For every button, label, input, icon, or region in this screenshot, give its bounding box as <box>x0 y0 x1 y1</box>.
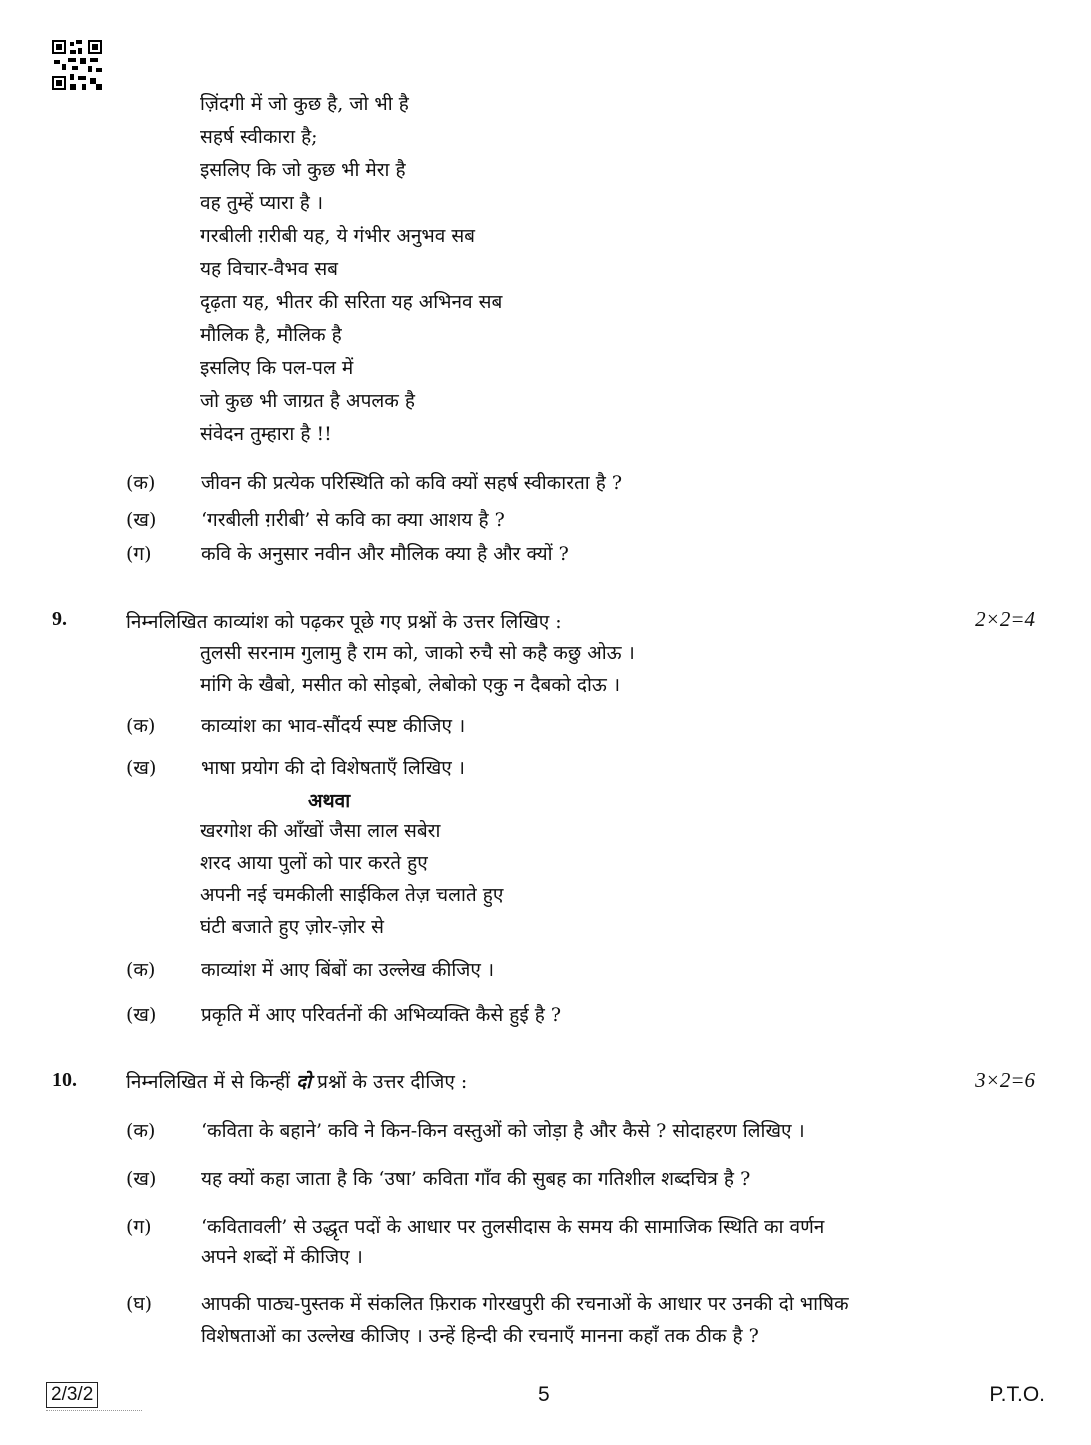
q9-verse <box>200 637 635 701</box>
sub-text: काव्यांश में आए बिंबों का उल्लेख कीजिए । <box>201 959 495 981</box>
sub-text: भाषा प्रयोग की दो विशेषताएँ लिखिए । <box>201 757 466 779</box>
q10-text-emph: दो <box>296 1071 312 1093</box>
poem-line: जो कुछ भी जाग्रत है अपलक है <box>200 390 415 412</box>
page-number: 5 <box>538 1383 550 1406</box>
sub-label: (क) <box>126 959 156 981</box>
or-heading: अथवा <box>308 790 351 812</box>
qr-code-icon <box>52 40 102 90</box>
footer-divider <box>46 1410 142 1414</box>
sub-label: (क) <box>126 715 156 737</box>
sub-text-cont: अपने शब्दों में कीजिए । <box>201 1246 363 1268</box>
sub-label: (ख) <box>126 1004 157 1026</box>
sub-text-cont: विशेषताओं का उल्लेख कीजिए । उन्हें हिन्दी की रचनाएँ मानना कहाँ तक ठीक है ? <box>201 1325 759 1347</box>
q9-text: निम्नलिखित काव्यांश को पढ़कर पूछे गए प्रश्नों के उत्तर लिखिए : <box>126 611 562 633</box>
q9-marks: 2×2=4 <box>975 607 1035 631</box>
q10-text-before: निम्नलिखित में से किन्हीं <box>126 1071 297 1093</box>
pto-label: P.T.O. <box>989 1383 1045 1406</box>
q8-poem <box>200 88 502 451</box>
sub-label: (ख) <box>126 757 157 779</box>
q10-text <box>126 1068 467 1094</box>
sub-label: (ख) <box>126 1168 157 1190</box>
verse-line: मांगि के खैबो, मसीत को सोइबो, लेबोको एकु न दैबको दोऊ । <box>200 674 621 696</box>
sub-label: (क) <box>126 472 156 494</box>
verse-line: शरद आया पुलों को पार करते हुए <box>200 852 428 874</box>
poem-line: यह विचार-वैभव सब <box>200 258 339 280</box>
sub-label: (ग) <box>126 543 152 565</box>
sub-text: कवि के अनुसार नवीन और मौलिक क्या है और क्यों ? <box>201 543 569 565</box>
sub-text: आपकी पाठ्य-पुस्तक में संकलित फ़िराक गोरखपुरी की रचनाओं के आधार पर उनकी दो भाषिक <box>201 1293 849 1315</box>
poem-line: मौलिक है, मौलिक है <box>200 324 342 346</box>
q10-number: 10. <box>52 1069 77 1091</box>
sub-text: जीवन की प्रत्येक परिस्थिति को कवि क्यों सहर्ष स्वीकारता है ? <box>201 472 623 494</box>
sub-text: ‘गरबीली ग़रीबी’ से कवि का क्या आशय है ? <box>201 509 505 531</box>
verse-line: अपनी नई चमकीली साईकिल तेज़ चलाते हुए <box>200 884 504 906</box>
verse-line: तुलसी सरनाम गुलामु है राम को, जाको रुचै सो कहै कछु ओऊ । <box>200 642 635 664</box>
sub-label: (क) <box>126 1120 156 1142</box>
sub-text: यह क्यों कहा जाता है कि ‘उषा’ कविता गाँव की सुबह का गतिशील शब्दचित्र है ? <box>201 1168 751 1190</box>
poem-line: इसलिए कि जो कुछ भी मेरा है <box>200 159 406 181</box>
poem-line: सहर्ष स्वीकारा है; <box>200 126 318 148</box>
sub-label: (ग) <box>126 1216 152 1238</box>
q9-number: 9. <box>52 608 67 630</box>
sub-text: प्रकृति में आए परिवर्तनों की अभिव्यक्ति कैसे हुई है ? <box>201 1004 562 1026</box>
sub-label: (घ) <box>126 1293 153 1315</box>
verse-line: घंटी बजाते हुए ज़ोर-ज़ोर से <box>200 916 385 938</box>
poem-line: वह तुम्हें प्यारा है । <box>200 192 324 214</box>
poem-line: ज़िंदगी में जो कुछ है, जो भी है <box>200 93 409 115</box>
poem-line: गरबीली ग़रीबी यह, ये गंभीर अनुभव सब <box>200 225 476 247</box>
verse-line: खरगोश की आँखों जैसा लाल सबेरा <box>200 820 441 842</box>
sub-label: (ख) <box>126 509 157 531</box>
q9-alt-verse <box>200 815 503 943</box>
sub-text: काव्यांश का भाव-सौंदर्य स्पष्ट कीजिए । <box>201 715 466 737</box>
q10-marks: 3×2=6 <box>975 1068 1035 1092</box>
sub-text: ‘कविता के बहाने’ कवि ने किन-किन वस्तुओं को जोड़ा है और कैसे ? सोदाहरण लिखिए । <box>201 1120 805 1142</box>
q10-text-after: प्रश्नों के उत्तर दीजिए : <box>311 1071 468 1093</box>
sub-text: ‘कवितावली’ से उद्धृत पदों के आधार पर तुलसीदास के समय की सामाजिक स्थिति का वर्णन <box>201 1216 825 1238</box>
poem-line: संवेदन तुम्हारा है !! <box>200 423 332 445</box>
poem-line: इसलिए कि पल-पल में <box>200 357 354 379</box>
paper-code: 2/3/2 <box>46 1382 98 1408</box>
poem-line: दृढ़ता यह, भीतर की सरिता यह अभिनव सब <box>200 291 503 313</box>
